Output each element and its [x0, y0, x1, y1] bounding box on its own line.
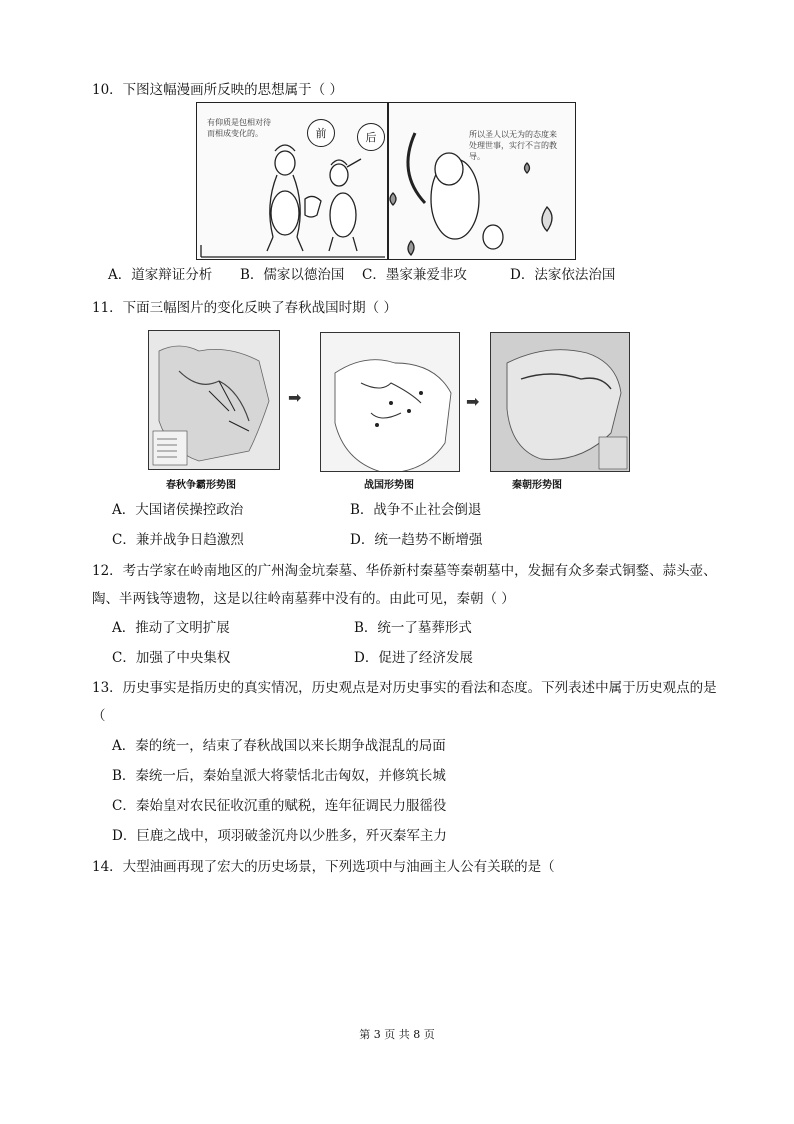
- question-11-stem: 11．下面三幅图片的变化反映了春秋战国时期（ ）: [92, 300, 397, 316]
- q11-option-d[interactable]: D．统一趋势不断增强: [350, 532, 483, 548]
- page-footer: 第 3 页 共 8 页: [359, 1028, 435, 1041]
- cartoon-caption-left: 有仰质是包相对待而相成变化的。: [207, 118, 271, 138]
- map-spring-autumn: [148, 330, 280, 470]
- question-10-stem: 10．下图这幅漫画所反映的思想属于（ ）: [92, 82, 343, 98]
- speech-bubble-back: 后: [357, 123, 385, 151]
- question-14-stem: 14．大型油画再现了宏大的历史场景，下列选项中与油画主人公有关联的是（: [92, 859, 555, 875]
- speech-bubble-front: 前: [307, 119, 335, 147]
- arrow-right-icon: ➡: [288, 388, 302, 407]
- q11-option-b[interactable]: B．战争不止社会倒退: [350, 502, 482, 518]
- q13-option-c[interactable]: C．秦始皇对农民征收沉重的赋税，连年征调民力服徭役: [112, 798, 447, 814]
- arrow-right-icon: ➡: [466, 392, 480, 411]
- map-caption-2: 战国形势图: [364, 480, 414, 491]
- q12-option-d[interactable]: D．促进了经济发展: [354, 650, 473, 666]
- map-spring-autumn-drawing: [149, 331, 280, 470]
- map-caption-1: 春秋争霸形势图: [166, 480, 236, 491]
- map-caption-3: 秦朝形势图: [512, 480, 562, 491]
- question-12-stem-line1: 12．考古学家在岭南地区的广州淘金坑秦墓、华侨新村秦墓等秦朝墓中，发掘有众多秦式铜鍪、蒜头壶、: [92, 563, 717, 579]
- q13-option-b[interactable]: B．秦统一后，秦始皇派大将蒙恬北击匈奴，并修筑长城: [112, 768, 446, 784]
- q10-cartoon: [196, 102, 576, 260]
- q10-option-b[interactable]: B．儒家以德治国: [240, 267, 345, 283]
- map-warring-states-drawing: [321, 333, 460, 472]
- question-12-stem-line2: 陶、半两钱等遗物，这是以往岭南墓葬中没有的。由此可见，秦朝（ ）: [92, 591, 515, 607]
- q13-option-d[interactable]: D．巨鹿之战中，项羽破釜沉舟以少胜多，歼灭秦军主力: [112, 828, 447, 844]
- q10-option-d[interactable]: D．法家依法治国: [510, 267, 616, 283]
- q10-option-a[interactable]: A．道家辩证分析: [108, 267, 213, 283]
- map-qin-dynasty: [490, 332, 630, 472]
- q12-option-b[interactable]: B．统一了墓葬形式: [354, 620, 472, 636]
- question-13-stem-line2: （: [92, 708, 106, 724]
- q10-option-c[interactable]: C．墨家兼爱非攻: [362, 267, 467, 283]
- cartoon-divider: [387, 103, 389, 259]
- map-warring-states: [320, 332, 460, 472]
- q11-option-c[interactable]: C．兼并战争日趋激烈: [112, 532, 244, 548]
- q13-option-a[interactable]: A．秦的统一，结束了春秋战国以来长期争战混乱的局面: [112, 738, 446, 754]
- question-13-stem-line1: 13．历史事实是指历史的真实情况，历史观点是对历史事实的看法和态度。下列表述中属于历史观点的是: [92, 680, 717, 696]
- q12-option-a[interactable]: A．推动了文明扩展: [112, 620, 230, 636]
- q12-option-c[interactable]: C．加强了中央集权: [112, 650, 231, 666]
- cartoon-caption-right: 所以圣人以无为的态度来处理世事，实行不言的教导。: [469, 130, 557, 161]
- q11-option-a[interactable]: A．大国诸侯操控政治: [112, 502, 244, 518]
- map-qin-dynasty-drawing: [491, 333, 630, 472]
